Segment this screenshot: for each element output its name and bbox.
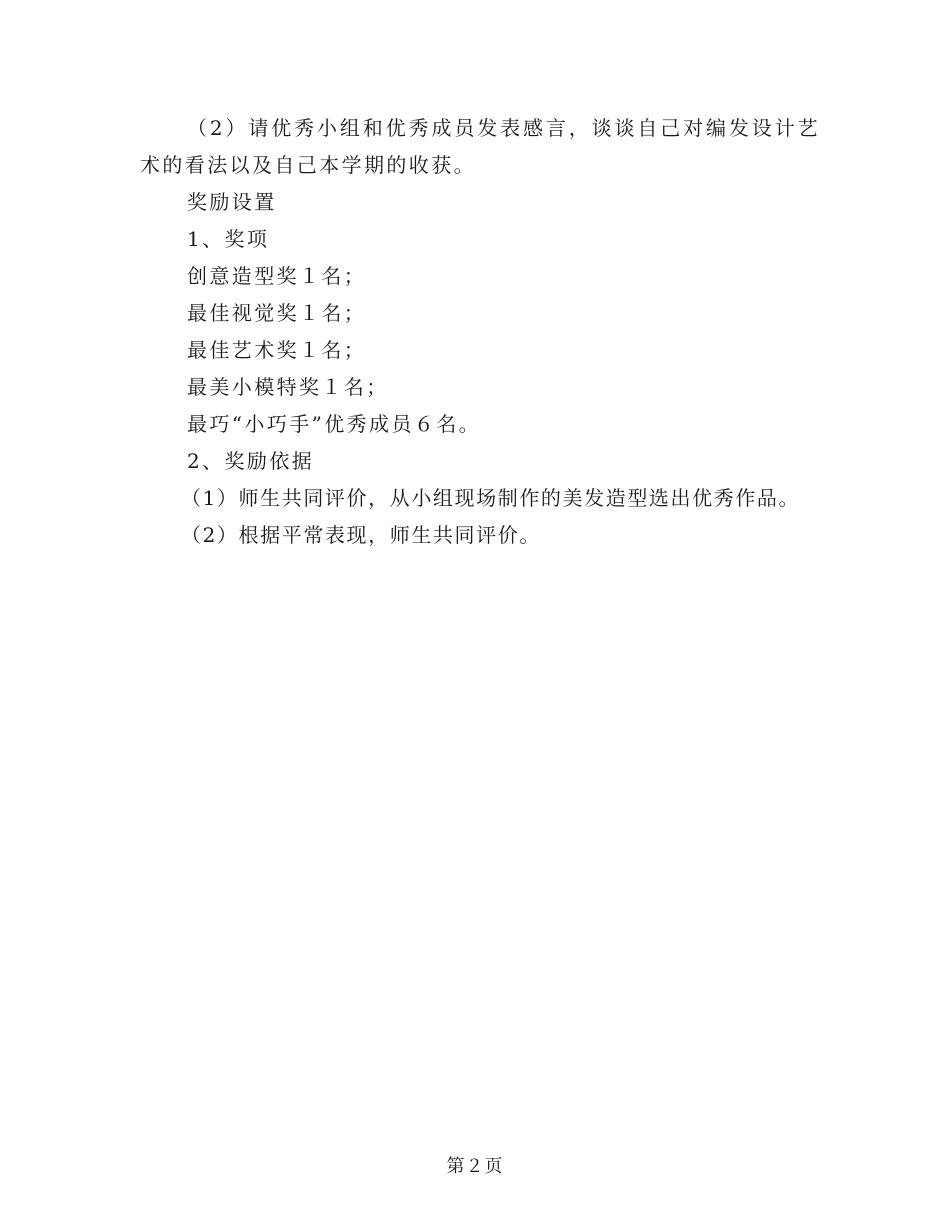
heading-award-basis: 2、奖励依据 [187, 449, 315, 473]
list-item-basis-1: （1）师生共同评价，从小组现场制作的美发造型选出优秀作品。 [181, 486, 801, 510]
document-body [140, 110, 820, 554]
list-item-handy-award: 最巧“小巧手”优秀成员６名。 [187, 412, 482, 436]
heading-award-settings: 奖励设置 [187, 190, 277, 214]
page-number: 第２页 [446, 1156, 504, 1177]
list-item-creative-award: 创意造型奖１名； [187, 264, 367, 288]
list-item-basis-2: （2）根据平常表现，师生共同评价。 [181, 523, 541, 547]
list-item-model-award: 最美小模特奖１名； [187, 375, 389, 399]
paragraph-closing-remarks: （2）请优秀小组和优秀成员发表感言，谈谈自己对编发设计艺术的看法以及自己本学期的收获。 [140, 116, 820, 177]
heading-award-items: 1、奖项 [187, 227, 270, 251]
list-item-art-award: 最佳艺术奖１名； [187, 338, 367, 362]
list-item-visual-award: 最佳视觉奖１名； [187, 301, 367, 325]
